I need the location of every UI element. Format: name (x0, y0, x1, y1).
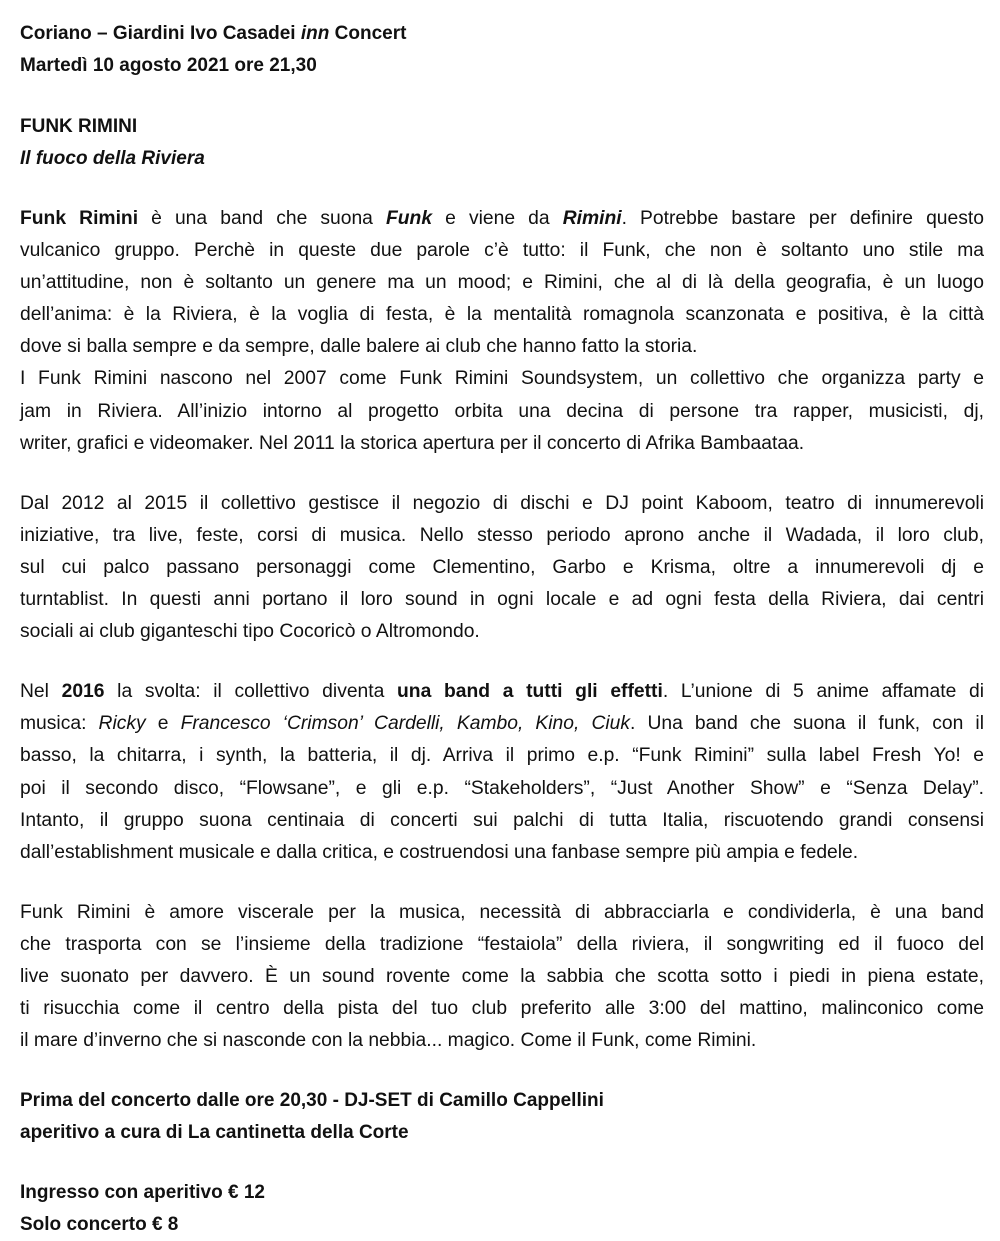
paragraph-history (20, 488, 984, 648)
text-line: Funk Rimini è una band che suona Funk e viene da Rimini. Potrebbe bastare per definire questo (20, 208, 984, 229)
text-line: dove si balla sempre e da sempre, dalle balere ai club che hanno fatto la storia. (20, 336, 698, 358)
band-subtitle: Il fuoco della Riviera (20, 148, 205, 169)
text-line: writer, grafici e videomaker. Nel 2011 la storica apertura per il concerto di Afrika Bambaataa. (20, 432, 805, 454)
text-line: iniziative, tra live, feste, corsi di musica. Nello stesso periodo aprono anche il Wadada, il loro club, (20, 524, 984, 546)
text-line: Nel 2016 la svolta: il collettivo diventa una band a tutti gli effetti. L’unione di 5 anime affamate di (20, 681, 984, 703)
paragraph-intro (20, 203, 984, 460)
text-line: vulcanico gruppo. Perchè in queste due parole c’è tutto: il Funk, che non è soltanto uno stile ma (20, 240, 984, 262)
text-line: sociali ai club giganteschi tipo Cocoricò o Altromondo. (20, 621, 480, 643)
text-line: dall’establishment musicale e dalla critica, e costruendosi una fanbase sempre più ampia e fedele. (20, 841, 859, 863)
text-line: I Funk Rimini nascono nel 2007 come Funk Rimini Soundsystem, un collettivo che organizza party e (20, 368, 984, 390)
text-line: basso, la chitarra, i synth, la batteria, il dj. Arriva il primo e.p. “Funk Rimini” sulla label Fresh Yo! e (20, 745, 984, 767)
paragraph-band (20, 676, 984, 869)
dj-set-info: Prima del concerto dalle ore 20,30 - DJ-SET di Camillo Cappellini (20, 1090, 604, 1112)
text-line: Intanto, il gruppo suona centinaia di concerti sui palchi di tutta Italia, riscuotendo grandi consensi (20, 809, 984, 831)
document-page (20, 18, 984, 1241)
text-line: il mare d’inverno che si nasconde con la nebbia... magico. Come il Funk, come Rimini. (20, 1030, 757, 1052)
text-line: ti risucchia come il centro della pista del tuo club preferito alle 3:00 del mattino, malinconico come (20, 998, 984, 1020)
paragraph-essence (20, 897, 984, 1057)
text-line: che trasporta con se l’insieme della tradizione “festaiola” della riviera, il songwriting ed il fuoco del (20, 933, 984, 955)
text-line: Funk Rimini è amore viscerale per la musica, necessità di abbracciarla e condividerla, è una band (20, 901, 984, 923)
text-line: un’attitudine, non è soltanto un genere ma un mood; e Rimini, che al di là della geografia, è un luogo (20, 272, 984, 294)
text-line: poi il secondo disco, “Flowsane”, e gli e.p. “Stakeholders”, “Just Another Show” e “Senza Delay”. (20, 777, 984, 799)
band-title: FUNK RIMINI (20, 116, 138, 137)
aperitivo-info: aperitivo a cura di La cantinetta della Corte (20, 1122, 409, 1144)
text-line: turntablist. In questi anni portano il loro sound in ogni locale e ad ogni festa della Riviera, dai centri (20, 589, 984, 611)
text-line: Dal 2012 al 2015 il collettivo gestisce il negozio di dischi e DJ point Kaboom, teatro di innumerevoli (20, 492, 984, 514)
text-line: musica: Ricky e Francesco ‘Crimson’ Cardelli, Kambo, Kino, Ciuk. Una band che suona il funk, con il (20, 713, 984, 735)
text-line: sul cui palco passano personaggi come Clementino, Garbo e Krisma, oltre a innumerevoli dj e (20, 556, 984, 578)
text-line: jam in Riviera. All’inizio intorno al progetto orbita una decina di persone tra rapper, musicisti, dj, (20, 400, 984, 422)
text-line: dell’anima: è la Riviera, è la voglia di festa, è la mentalità romagnola scanzonata e positiva, è la città (20, 304, 984, 326)
text-line: live suonato per davvero. È un sound rovente come la sabbia che scotta sotto i piedi in piena estate, (20, 965, 984, 987)
event-date-time: Martedì 10 agosto 2021 ore 21,30 (20, 55, 317, 76)
ticket-with-aperitivo: Ingresso con aperitivo € 12 (20, 1182, 265, 1204)
ticket-concert-only: Solo concerto € 8 (20, 1214, 179, 1236)
event-venue: Coriano – Giardini Ivo Casadei inn Concert (20, 23, 407, 44)
